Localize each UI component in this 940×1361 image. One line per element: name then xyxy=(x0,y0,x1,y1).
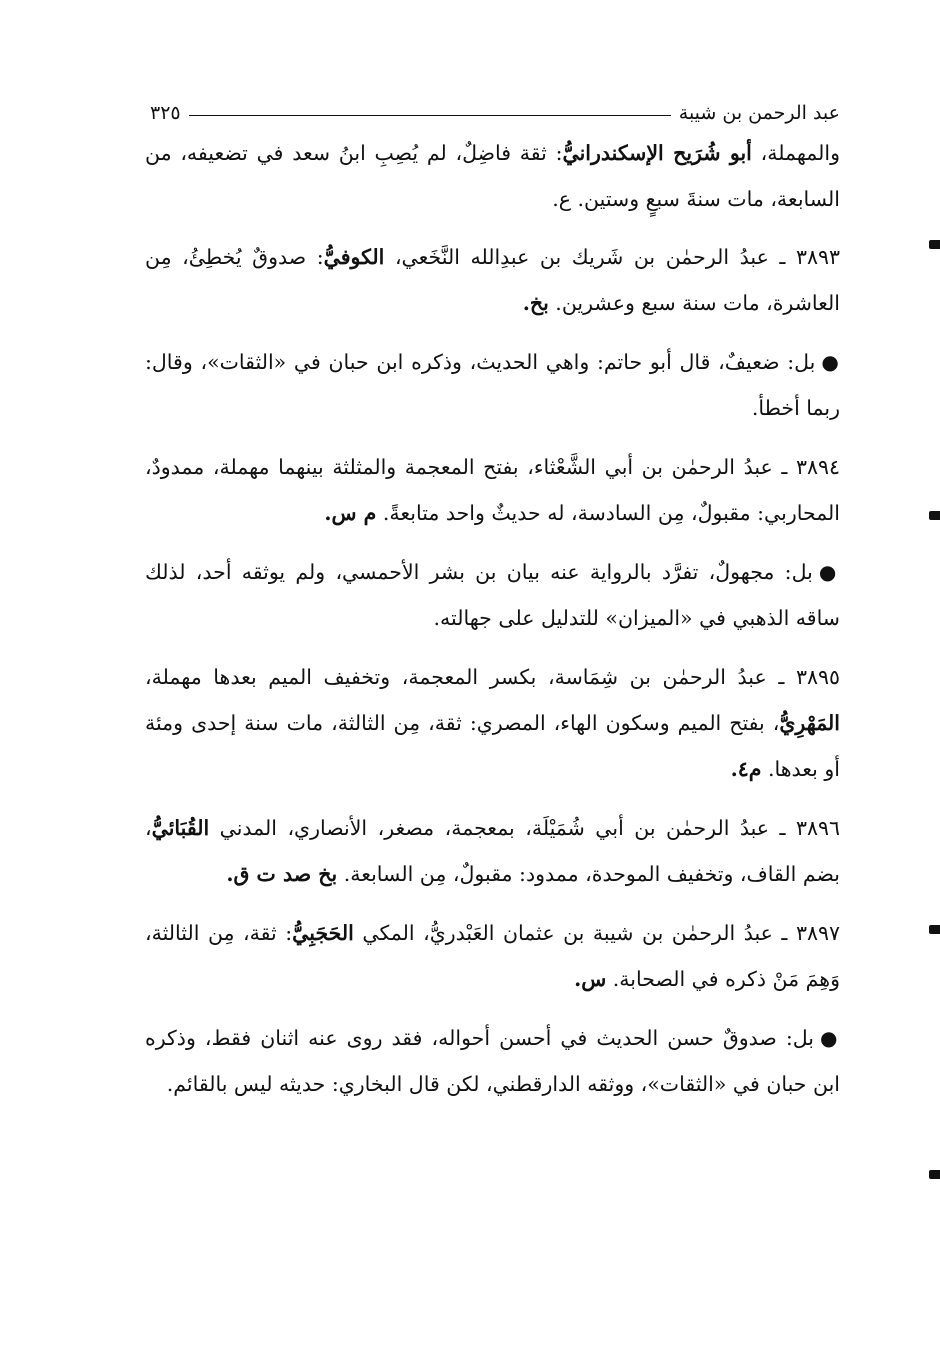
text-run: ٣٨٩٥ ـ عبدُ الرحمٰن بن شِمَاسة، بكسر المعجمة، وتخفيف الميم بعدها مهملة، xyxy=(145,665,840,689)
text-run: والمهملة، xyxy=(751,141,840,165)
text-run: بل: صدوقٌ حسن الحديث في أحسن أحواله، فقد روى عنه اثنان فقط، وذكره ابن حبان في «الثقات»، ووثقه الدارقطني، لكن قال البخاري: حديثه ليس بالقائم. xyxy=(145,1026,840,1096)
page-header xyxy=(150,90,840,124)
running-title: عبد الرحمن بن شيبة xyxy=(678,102,840,124)
bullet-icon: ● xyxy=(818,560,841,584)
text-run: ، بفتح الميم وسكون الهاء، المصري: ثقة، مِن الثالثة، مات سنة إحدى ومئة أو بعدها. xyxy=(145,711,840,781)
text-run: : ثقة فاضِلٌ، لم يُصِبِ ابنُ سعد في تضعيفه، من السابعة، مات سنةَ سبعٍ وستين. ع. xyxy=(145,141,840,211)
comment-3894 xyxy=(145,549,840,641)
nisba: القُبَائيُّ xyxy=(151,816,210,840)
sources-symbol: بخ صد ت ق. xyxy=(226,862,338,886)
body-text xyxy=(145,130,840,1120)
text-run: ٣٨٩٦ ـ عبدُ الرحمٰن بن أبي شُمَيْلَة، بمعجمة، مصغر، الأنصاري، المدني xyxy=(209,816,840,840)
entry-3893 xyxy=(145,234,840,326)
sources-symbol: س. xyxy=(574,967,607,991)
entry-3895 xyxy=(145,654,840,792)
bullet-icon: ● xyxy=(820,1026,841,1050)
nisba: الحَجَبِيُّ xyxy=(292,921,354,945)
text-run: ٣٨٩٤ ـ عبدُ الرحمٰن بن أبي الشَّعْثاء، بفتح المعجمة والمثلثة بينهما مهملة، ممدودٌ، المحاربي: مقبولٌ، مِن السادسة، له حديثٌ واحد متابعةً. xyxy=(145,455,840,525)
margin-marker xyxy=(929,1170,940,1179)
text-run: ٣٨٩٧ ـ عبدُ الرحمٰن بن شيبة بن عثمان العَبْدريُّ، المكي xyxy=(353,921,840,945)
text-run: بل: ضعيفٌ، قال أبو حاتم: واهي الحديث، وذكره ابن حبان في «الثقات»، وقال: ربما أخطأ. xyxy=(145,350,840,420)
text-run: ٣٨٩٣ ـ عبدُ الرحمٰن بن شَريك بن عبدِالله النَّخَعي، xyxy=(384,245,840,269)
sources-symbol: م س. xyxy=(324,501,377,525)
margin-marker xyxy=(929,925,940,934)
margin-marker xyxy=(929,511,940,520)
sources-symbol: م٤. xyxy=(730,757,762,781)
comment-3893 xyxy=(145,339,840,431)
text-run: بل: مجهولٌ، تفرَّد بالرواية عنه بيان بن بشر الأحمسي، ولم يوثقه أحد، لذلك ساقه الذهبي في «الميزان» للتدليل على جهالته. xyxy=(145,560,840,630)
text-run: : ثقة، مِن الثالثة، وَهِمَ مَنْ ذكره في الصحابة. xyxy=(145,921,840,991)
page-number: ٣٢٥ xyxy=(150,102,181,124)
nisba: الكوفيُّ xyxy=(323,245,385,269)
sources-symbol: بخ. xyxy=(522,291,549,315)
header-rule xyxy=(189,115,671,116)
bullet-icon: ● xyxy=(821,350,840,374)
paragraph-continuation xyxy=(145,130,840,222)
entry-3894 xyxy=(145,444,840,536)
margin-marker xyxy=(929,240,940,249)
entry-3896 xyxy=(145,805,840,897)
comment-3897 xyxy=(145,1015,840,1107)
text-run: : صدوقٌ يُخطِئُ، مِن العاشرة، مات سنة سبع وعشرين. xyxy=(145,245,840,315)
nisba: المَهْرِيُّ xyxy=(779,711,840,735)
text-run: ، بضم القاف، وتخفيف الموحدة، ممدود: مقبولٌ، مِن السابعة. xyxy=(145,816,840,886)
entry-3897 xyxy=(145,910,840,1002)
narrator-name: أبو شُرَيح الإسكندرانيُّ xyxy=(562,141,752,165)
